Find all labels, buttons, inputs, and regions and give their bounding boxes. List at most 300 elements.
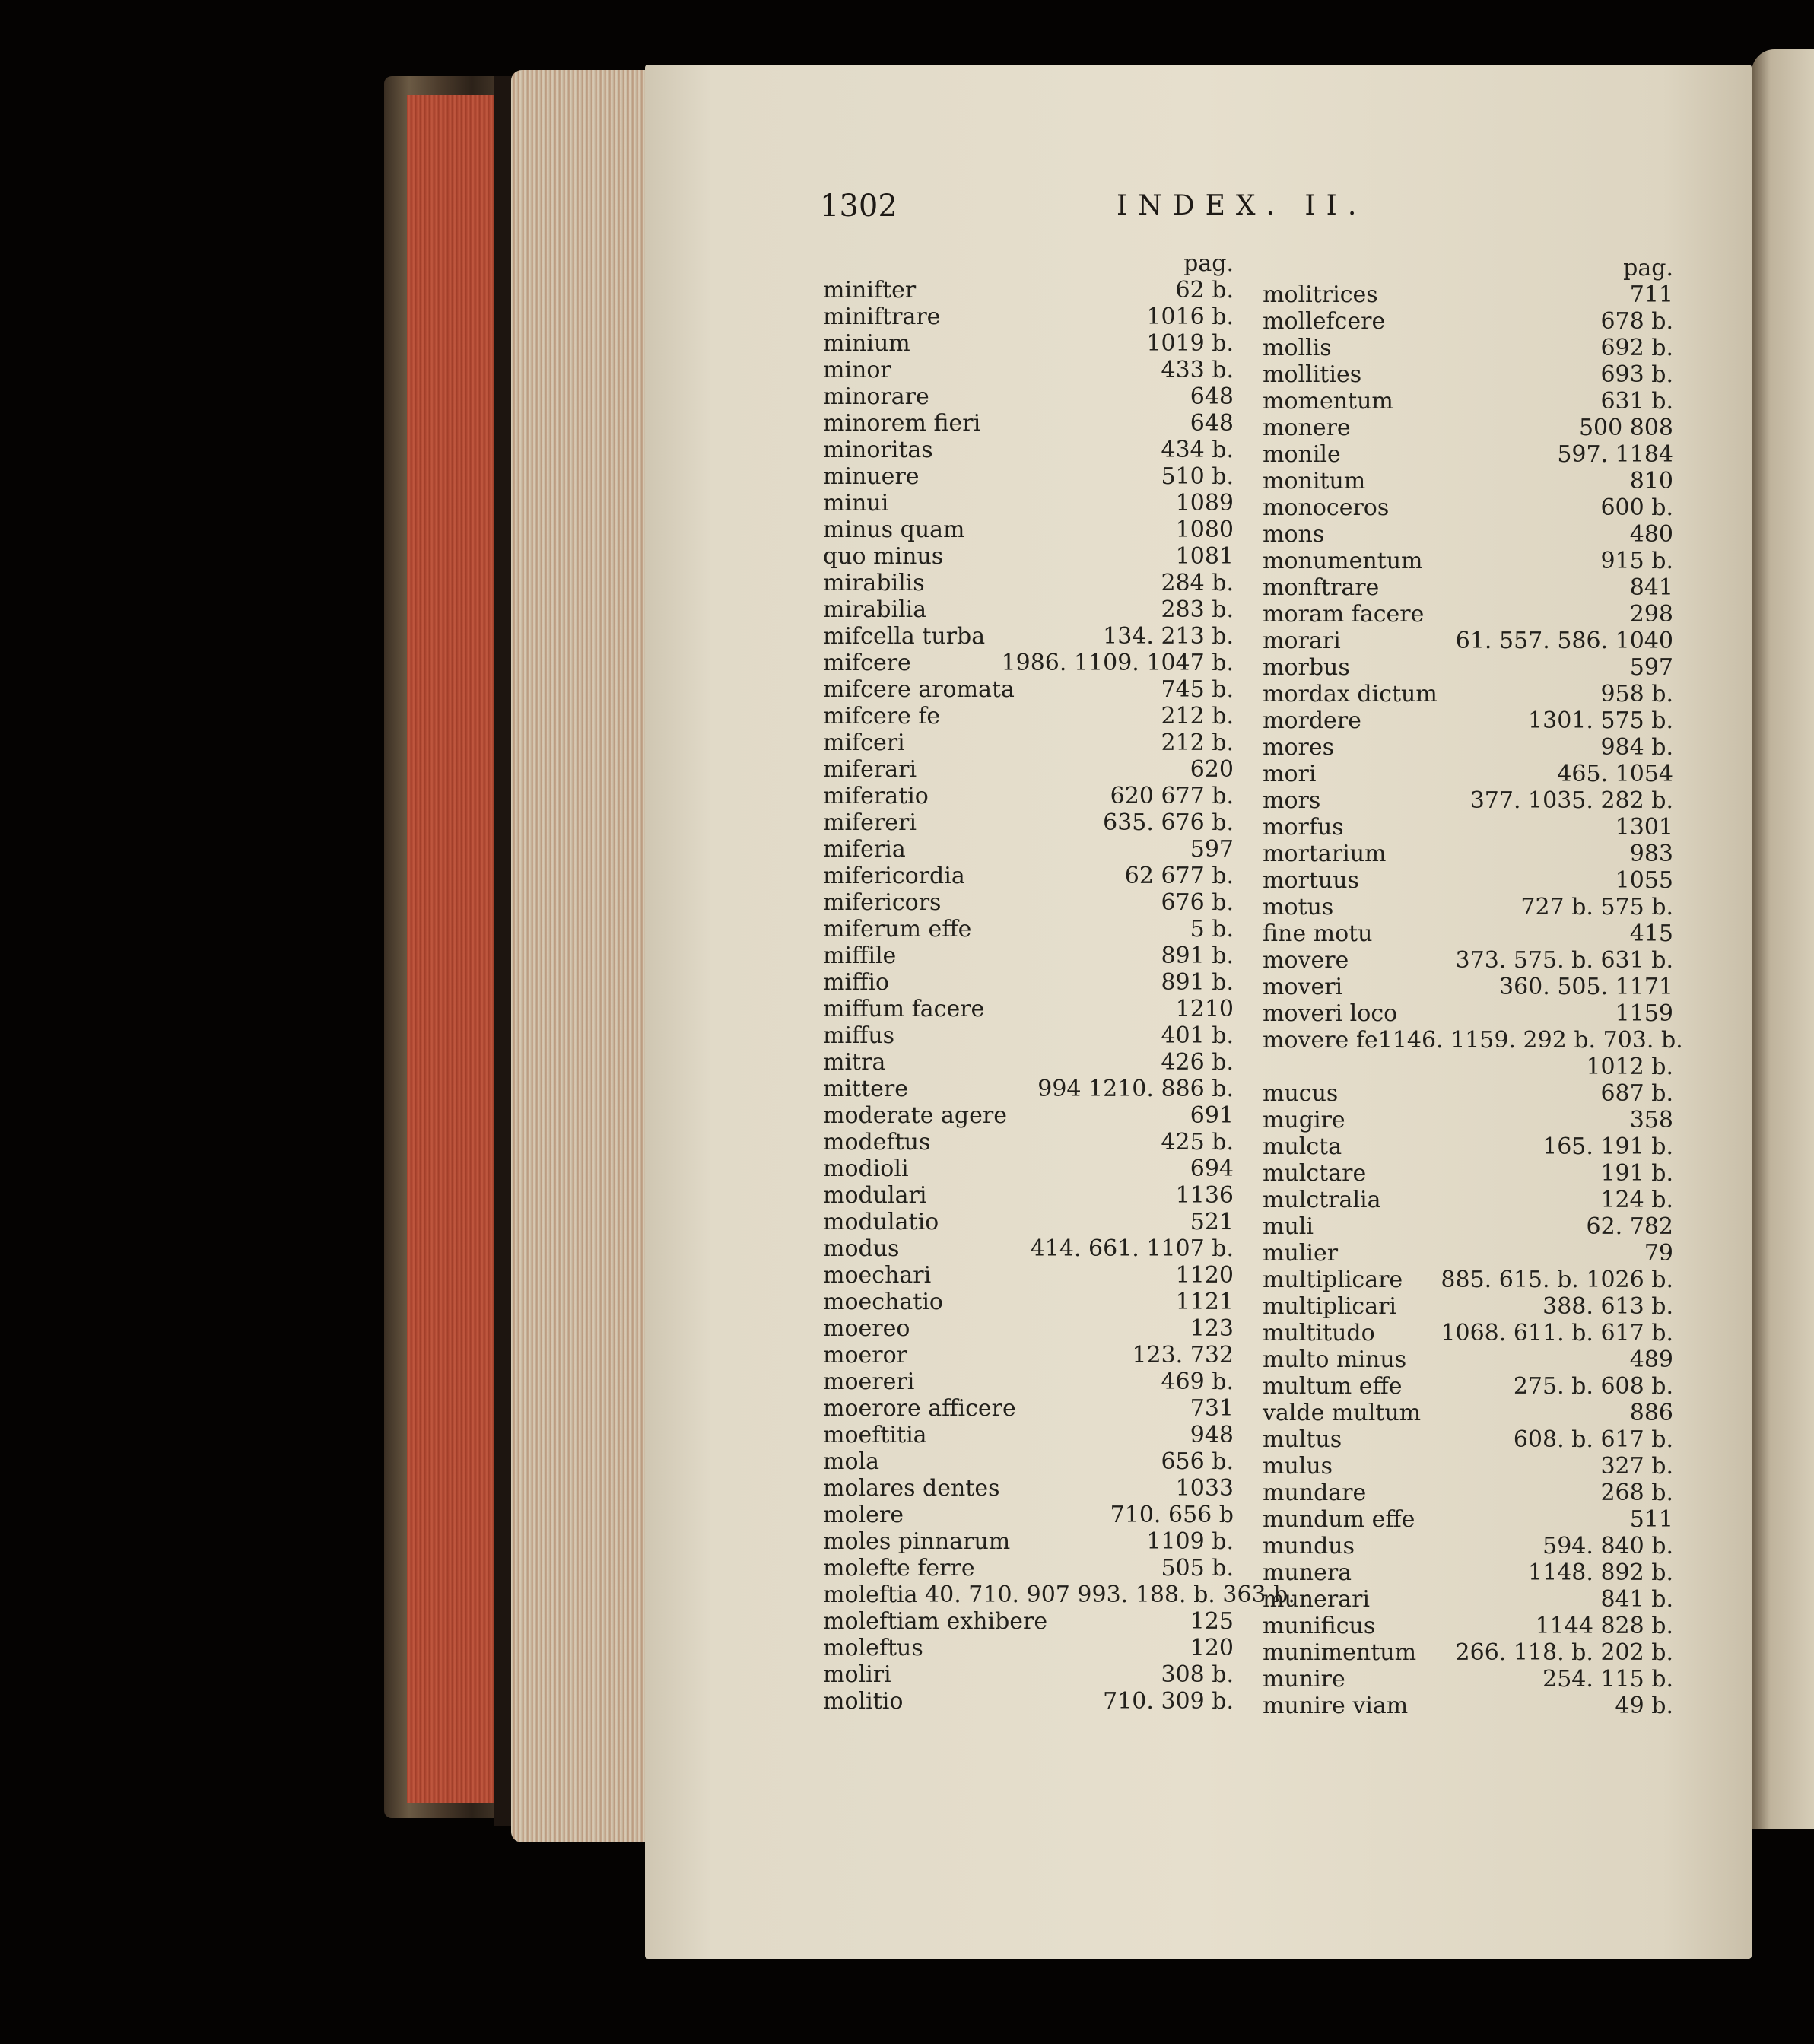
entry-page-ref: 123. 732 — [1132, 1342, 1234, 1368]
entry-term: mifcella turba — [823, 623, 986, 650]
entry-term: moeror — [823, 1342, 908, 1368]
index-entry — [1263, 1133, 1673, 1160]
index-entry — [1263, 974, 1673, 1000]
entry-term: moram facere — [1263, 601, 1425, 628]
index-entry — [823, 863, 1234, 889]
entry-page-ref: 49 b. — [1615, 1693, 1673, 1719]
entry-page-ref: 691 — [1190, 1102, 1234, 1129]
entry-page-ref: 635. 676 b. — [1103, 809, 1234, 836]
index-entry — [1263, 415, 1673, 441]
entry-page-ref: 465. 1054 — [1557, 761, 1673, 787]
index-entry — [823, 756, 1234, 783]
entry-term: mulctare — [1263, 1160, 1367, 1187]
index-entry — [1263, 1160, 1673, 1187]
entry-page-ref: 5 b. — [1190, 916, 1234, 943]
index-entry — [823, 1262, 1234, 1289]
entry-page-ref: 687 b. — [1600, 1080, 1673, 1107]
entry-page-ref: 745 b. — [1161, 676, 1234, 703]
entry-term: molitrices — [1263, 281, 1378, 308]
entry-page-ref: 327 b. — [1600, 1453, 1673, 1480]
entry-page-ref: 266. 118. b. 202 b. — [1455, 1639, 1673, 1666]
index-entry — [823, 783, 1234, 809]
entry-page-ref: 1146. 1159. 292 b. 703. b. — [1377, 1027, 1683, 1054]
index-entry — [823, 543, 1234, 570]
entry-term: minium — [823, 330, 910, 357]
index-entry — [1263, 1267, 1673, 1293]
entry-term: munera — [1263, 1559, 1352, 1586]
entry-term: molares dentes — [823, 1475, 1000, 1502]
index-entry — [1263, 1506, 1673, 1533]
entry-term: mifericordia — [823, 863, 965, 889]
entry-page-ref: 1301. 575 b. — [1528, 707, 1673, 734]
entry-term: munificus — [1263, 1613, 1376, 1639]
entry-term: multiplicare — [1263, 1267, 1403, 1293]
entry-page-ref: 631 b. — [1600, 388, 1673, 415]
index-entry — [1263, 548, 1673, 574]
index-entry — [823, 1448, 1234, 1475]
entry-page-ref: 1080 — [1175, 517, 1234, 543]
index-entry — [1263, 308, 1673, 335]
entry-term: modulatio — [823, 1209, 939, 1235]
entry-term: monere — [1263, 415, 1351, 441]
entry-term: mugire — [1263, 1107, 1345, 1133]
entry-term: mordax dictum — [1263, 681, 1438, 707]
entry-term: mollefcere — [1263, 308, 1386, 335]
index-entry — [1263, 707, 1673, 734]
index-entry — [823, 410, 1234, 437]
entry-term: morfus — [1263, 814, 1344, 841]
entry-term: mifereri — [823, 809, 917, 836]
entry-page-ref: 886 — [1629, 1400, 1673, 1426]
entry-page-ref: 1148. 892 b. — [1528, 1559, 1673, 1586]
entry-term: moleftus — [823, 1635, 923, 1661]
entry-page-ref: 308 b. — [1161, 1661, 1234, 1688]
entry-page-ref: 62 b. — [1175, 277, 1234, 304]
entry-page-ref: 983 — [1629, 841, 1673, 867]
entry-page-ref: 426 b. — [1161, 1049, 1234, 1076]
index-entry — [1263, 1054, 1673, 1080]
index-entry — [1263, 1426, 1673, 1453]
entry-term: minor — [823, 357, 891, 383]
entry-term: mifericors — [823, 889, 942, 916]
index-entry — [823, 1528, 1234, 1555]
index-entry — [823, 1342, 1234, 1368]
index-entry — [1263, 361, 1673, 388]
entry-page-ref: 694 — [1190, 1156, 1234, 1182]
entry-page-ref: 597. 1184 — [1557, 441, 1673, 468]
index-entry — [823, 596, 1234, 623]
index-entry — [823, 330, 1234, 357]
index-entry — [1263, 1639, 1673, 1666]
index-entry — [1263, 1666, 1673, 1693]
entry-term: mores — [1263, 734, 1334, 761]
entry-term: munimentum — [1263, 1639, 1417, 1666]
index-entry — [1263, 1027, 1683, 1054]
entry-page-ref: 620 677 b. — [1110, 783, 1234, 809]
entry-page-ref: 360. 505. 1171 — [1498, 974, 1673, 1000]
entry-term: mucus — [1263, 1080, 1339, 1107]
entry-page-ref: 500 808 — [1578, 415, 1673, 441]
entry-term: mifcere aromata — [823, 676, 1015, 703]
entry-page-ref: 656 b. — [1161, 1448, 1234, 1475]
index-entry — [1263, 1559, 1673, 1586]
entry-page-ref: 693 b. — [1600, 361, 1673, 388]
entry-page-ref: 710. 309 b. — [1103, 1688, 1234, 1715]
page-title: INDEX. II. — [1117, 190, 1368, 221]
entry-page-ref: 841 b. — [1600, 1586, 1673, 1613]
index-entry — [1263, 787, 1673, 814]
index-entry — [823, 1022, 1234, 1049]
entry-page-ref: 388. 613 b. — [1542, 1293, 1673, 1320]
entry-page-ref: 891 b. — [1161, 969, 1234, 996]
index-entry — [823, 437, 1234, 463]
entry-page-ref: 1068. 611. b. 617 b. — [1441, 1320, 1673, 1346]
entry-page-ref: 79 — [1644, 1240, 1673, 1267]
entry-term: quo minus — [823, 543, 944, 570]
entry-term: mulctralia — [1263, 1187, 1381, 1213]
index-entry — [823, 1368, 1234, 1395]
index-entry — [823, 1182, 1234, 1209]
index-entry — [823, 1688, 1234, 1715]
index-entry — [823, 969, 1234, 996]
index-entry — [823, 1156, 1234, 1182]
entry-term: multum effe — [1263, 1373, 1403, 1400]
index-entry — [1263, 734, 1673, 761]
entry-page-ref: 1136 — [1175, 1182, 1234, 1209]
entry-page-ref: 810 — [1629, 468, 1673, 494]
index-entry — [1263, 468, 1673, 494]
index-entry — [1263, 1240, 1673, 1267]
entry-term: moereri — [823, 1368, 915, 1395]
entry-term: motus — [1263, 894, 1334, 920]
entry-term: moleftiam exhibere — [823, 1608, 1048, 1635]
entry-page-ref: 1081 — [1175, 543, 1234, 570]
entry-page-ref: 1986. 1109. 1047 b. — [1001, 650, 1234, 676]
entry-page-ref: 469 b. — [1161, 1368, 1234, 1395]
entry-term: molitio — [823, 1688, 904, 1715]
index-entry — [823, 1315, 1234, 1342]
entry-page-ref: 597 — [1629, 654, 1673, 681]
entry-page-ref: 212 b. — [1161, 730, 1234, 756]
entry-page-ref: 885. 615. b. 1026 b. — [1441, 1267, 1673, 1293]
entry-page-ref: 692 b. — [1600, 335, 1673, 361]
entry-term: munire — [1263, 1666, 1345, 1693]
index-entry — [1263, 761, 1673, 787]
entry-page-ref: 123 — [1190, 1315, 1234, 1342]
index-entry — [823, 1502, 1234, 1528]
index-entry — [823, 676, 1234, 703]
entry-term: minuere — [823, 463, 920, 490]
entry-page-ref: 124 b. — [1600, 1187, 1673, 1213]
pag-label: pag. — [1183, 250, 1234, 277]
entry-page-ref: 434 b. — [1161, 437, 1234, 463]
entry-term: minorare — [823, 383, 929, 410]
index-entry — [1263, 1213, 1673, 1240]
index-entry — [823, 943, 1234, 969]
index-entry — [823, 1289, 1234, 1315]
entry-term: moveri — [1263, 974, 1343, 1000]
entry-term: movere — [1263, 947, 1349, 974]
entry-term: fine motu — [1263, 920, 1373, 947]
entry-page-ref: 1019 b. — [1146, 330, 1234, 357]
index-entry — [1263, 920, 1673, 947]
entry-term: moereo — [823, 1315, 910, 1342]
entry-page-ref: 284 b. — [1161, 570, 1234, 596]
entry-page-ref: 1301 — [1615, 814, 1673, 841]
entry-page-ref: 1012 b. — [1586, 1054, 1673, 1080]
entry-term: monoceros — [1263, 494, 1390, 521]
index-entry — [823, 1555, 1234, 1581]
index-entry — [823, 304, 1234, 330]
index-entry — [823, 1049, 1234, 1076]
entry-term: miferari — [823, 756, 917, 783]
index-entry — [1263, 1373, 1673, 1400]
index-entry — [823, 1076, 1234, 1102]
index-entry — [1263, 947, 1673, 974]
entry-term: minifter — [823, 277, 917, 304]
entry-page-ref: 915 b. — [1600, 548, 1673, 574]
index-entry — [1263, 601, 1673, 628]
index-entry — [823, 809, 1234, 836]
entry-term: molefte ferre — [823, 1555, 975, 1581]
entry-page-ref: 433 b. — [1161, 357, 1234, 383]
entry-term: muli — [1263, 1213, 1314, 1240]
entry-term: miferatio — [823, 783, 929, 809]
index-entry — [823, 996, 1234, 1022]
index-entry — [1263, 388, 1673, 415]
entry-term: mundare — [1263, 1480, 1367, 1506]
index-entry — [823, 1635, 1234, 1661]
entry-term: mifceri — [823, 730, 905, 756]
index-entry — [1263, 494, 1673, 521]
entry-term: moles pinnarum — [823, 1528, 1011, 1555]
entry-term: mifcere fe — [823, 703, 941, 730]
entry-page-ref: 948 — [1190, 1422, 1234, 1448]
entry-term: mons — [1263, 521, 1325, 548]
entry-term: moeftitia — [823, 1422, 927, 1448]
index-entry — [823, 517, 1234, 543]
entry-page-ref: 62. 782 — [1586, 1213, 1673, 1240]
index-entry — [1263, 841, 1673, 867]
entry-term: mundus — [1263, 1533, 1355, 1559]
index-entry — [1263, 1346, 1673, 1373]
entry-page-ref: 1109 b. — [1146, 1528, 1234, 1555]
index-entry — [823, 836, 1234, 863]
index-entry — [823, 650, 1234, 676]
entry-term: mortuus — [1263, 867, 1359, 894]
entry-term: morbus — [1263, 654, 1350, 681]
entry-page-ref: 1121 — [1175, 1289, 1234, 1315]
entry-page-ref: 125 — [1190, 1608, 1234, 1635]
entry-term: minoritas — [823, 437, 933, 463]
index-entry — [1263, 1586, 1673, 1613]
index-entry — [1263, 1000, 1673, 1027]
entry-page-ref: 510 b. — [1161, 463, 1234, 490]
entry-term: moleftia 40. 710. 907 993. 188. b. 363 b. — [823, 1581, 1295, 1608]
entry-term: mortarium — [1263, 841, 1387, 867]
entry-term: movere fe — [1263, 1027, 1378, 1054]
index-entry — [1263, 654, 1673, 681]
index-entry — [823, 1395, 1234, 1422]
entry-page-ref: 1159 — [1615, 1000, 1673, 1027]
entry-term: momentum — [1263, 388, 1393, 415]
entry-term: mirabilis — [823, 570, 925, 596]
entry-term: mitra — [823, 1049, 886, 1076]
index-entry — [823, 490, 1234, 517]
index-entry — [1263, 1320, 1673, 1346]
entry-term: multus — [1263, 1426, 1342, 1453]
index-entry — [1263, 335, 1673, 361]
entry-term: multo minus — [1263, 1346, 1407, 1373]
entry-page-ref: 134. 213 b. — [1103, 623, 1234, 650]
entry-term: mulcta — [1263, 1133, 1342, 1160]
entry-term: mundum effe — [1263, 1506, 1415, 1533]
entry-page-ref: 1144 828 b. — [1535, 1613, 1673, 1639]
index-column-right — [1263, 255, 1683, 1719]
entry-page-ref: 958 b. — [1600, 681, 1673, 707]
index-entry — [823, 623, 1234, 650]
index-entry — [1263, 814, 1673, 841]
entry-page-ref: 283 b. — [1161, 596, 1234, 623]
entry-page-ref: 1016 b. — [1146, 304, 1234, 330]
entry-term: mulus — [1263, 1453, 1333, 1480]
entry-page-ref: 1033 — [1175, 1475, 1234, 1502]
index-entry — [823, 570, 1234, 596]
index-entry — [823, 916, 1234, 943]
entry-page-ref: 415 — [1629, 920, 1673, 947]
entry-page-ref: 1055 — [1615, 867, 1673, 894]
entry-term: mulier — [1263, 1240, 1339, 1267]
index-entry — [1263, 1533, 1673, 1559]
entry-term: minorem fieri — [823, 410, 981, 437]
entry-page-ref: 648 — [1190, 383, 1234, 410]
entry-page-ref: 984 b. — [1600, 734, 1673, 761]
pag-label: pag. — [1623, 255, 1673, 281]
entry-page-ref: 891 b. — [1161, 943, 1234, 969]
entry-term: valde multum — [1263, 1400, 1422, 1426]
index-entry — [1263, 1107, 1673, 1133]
entry-page-ref: 648 — [1190, 410, 1234, 437]
entry-page-ref: 120 — [1190, 1635, 1234, 1661]
entry-page-ref: 358 — [1629, 1107, 1673, 1133]
index-entry — [823, 463, 1234, 490]
page-stack — [511, 70, 652, 1842]
entry-term: modus — [823, 1235, 900, 1262]
entry-page-ref: 61. 557. 586. 1040 — [1455, 628, 1673, 654]
index-entry — [823, 277, 1234, 304]
index-entry — [823, 703, 1234, 730]
facing-page-edge — [1752, 49, 1814, 1829]
index-entry — [1263, 867, 1673, 894]
entry-term: morari — [1263, 628, 1341, 654]
entry-page-ref: 505 b. — [1161, 1555, 1234, 1581]
entry-term: modioli — [823, 1156, 909, 1182]
entry-term: mifcere — [823, 650, 911, 676]
entry-page-ref: 298 — [1629, 601, 1673, 628]
index-entry — [823, 1235, 1234, 1262]
entry-term: modeftus — [823, 1129, 931, 1156]
entry-page-ref: 62 677 b. — [1124, 863, 1234, 889]
entry-page-ref: 401 b. — [1161, 1022, 1234, 1049]
entry-page-ref: 425 b. — [1161, 1129, 1234, 1156]
entry-page-ref: 678 b. — [1600, 308, 1673, 335]
entry-term: monitum — [1263, 468, 1366, 494]
entry-page-ref: 1210 — [1175, 996, 1234, 1022]
entry-term: miffio — [823, 969, 890, 996]
entry-page-ref: 165. 191 b. — [1542, 1133, 1673, 1160]
entry-page-ref: 594. 840 b. — [1542, 1533, 1673, 1559]
page-number: 1302 — [820, 189, 897, 224]
index-entry — [823, 730, 1234, 756]
index-entry — [1263, 1187, 1673, 1213]
index-entry — [823, 1422, 1234, 1448]
entry-term: miffus — [823, 1022, 895, 1049]
entry-term: multiplicari — [1263, 1293, 1397, 1320]
entry-term: mors — [1263, 787, 1321, 814]
entry-page-ref: 600 b. — [1600, 494, 1673, 521]
entry-page-ref: 521 — [1190, 1209, 1234, 1235]
entry-page-ref: 377. 1035. 282 b. — [1469, 787, 1673, 814]
index-entry — [1263, 1693, 1673, 1719]
entry-page-ref: 994 1210. 886 b. — [1037, 1076, 1234, 1102]
entry-page-ref: 1120 — [1175, 1262, 1234, 1289]
index-entry — [1263, 1613, 1673, 1639]
index-entry — [823, 1608, 1234, 1635]
entry-page-ref: 212 b. — [1161, 703, 1234, 730]
index-entry — [823, 357, 1234, 383]
index-entry — [1263, 1400, 1673, 1426]
entry-term: miffile — [823, 943, 897, 969]
entry-term: mollis — [1263, 335, 1332, 361]
index-entry — [823, 1102, 1234, 1129]
entry-page-ref: 191 b. — [1600, 1160, 1673, 1187]
index-entry — [823, 1661, 1234, 1688]
entry-page-ref: 841 — [1629, 574, 1673, 601]
entry-term: miffum facere — [823, 996, 985, 1022]
index-entry — [1263, 1080, 1673, 1107]
entry-page-ref: 676 b. — [1161, 889, 1234, 916]
entry-page-ref: 711 — [1629, 281, 1673, 308]
index-entry — [1263, 1480, 1673, 1506]
entry-term: moveri loco — [1263, 1000, 1398, 1027]
index-entry — [1263, 894, 1673, 920]
entry-page-ref: 254. 115 b. — [1542, 1666, 1673, 1693]
entry-term: monile — [1263, 441, 1341, 468]
entry-term: mordere — [1263, 707, 1361, 734]
index-entry — [823, 1475, 1234, 1502]
index-entry — [1263, 628, 1673, 654]
index-entry — [1263, 574, 1673, 601]
entry-term: miferia — [823, 836, 906, 863]
entry-page-ref: 414. 661. 1107 b. — [1030, 1235, 1234, 1262]
entry-term: monftrare — [1263, 574, 1380, 601]
entry-term: miferum effe — [823, 916, 972, 943]
entry-term: moderate agere — [823, 1102, 1007, 1129]
index-entry — [823, 1129, 1234, 1156]
entry-page-ref: 489 — [1629, 1346, 1673, 1373]
entry-page-ref: 597 — [1190, 836, 1234, 863]
entry-term: moerore afficere — [823, 1395, 1016, 1422]
entry-term: molere — [823, 1502, 904, 1528]
entry-term: munerari — [1263, 1586, 1371, 1613]
index-entry — [1263, 281, 1673, 308]
index-entry — [1263, 1293, 1673, 1320]
entry-term: monumentum — [1263, 548, 1423, 574]
running-header — [820, 189, 1695, 227]
entry-term: moechatio — [823, 1289, 943, 1315]
entry-term: moechari — [823, 1262, 932, 1289]
entry-page-ref: 480 — [1629, 521, 1673, 548]
